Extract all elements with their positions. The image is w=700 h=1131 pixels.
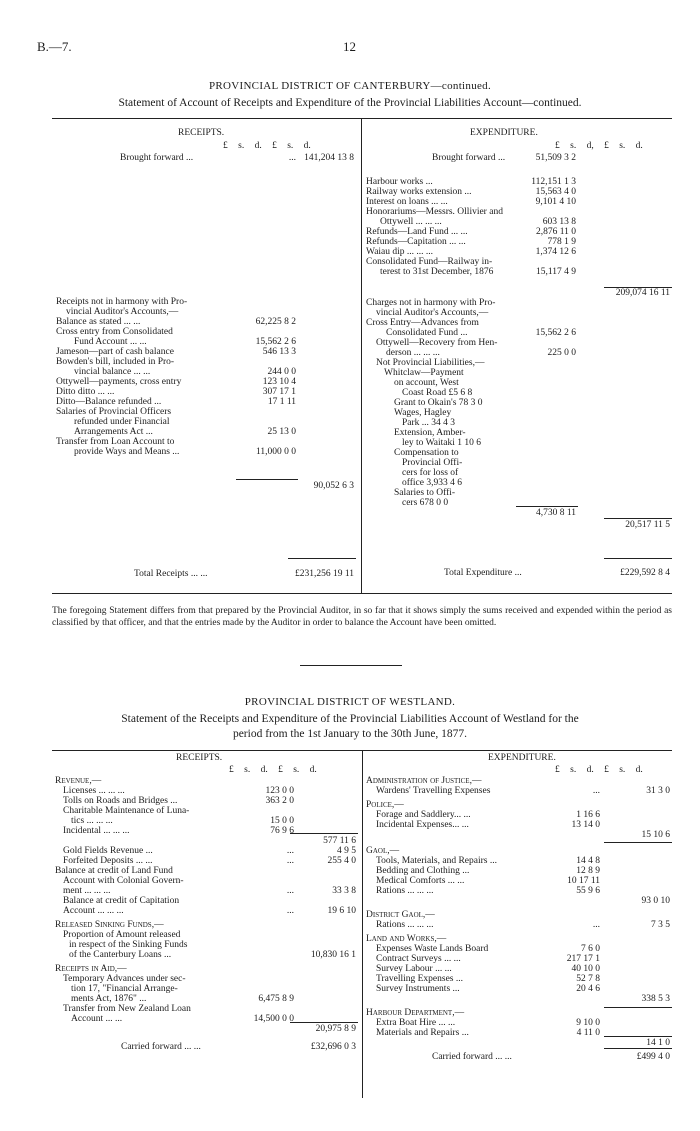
row-label: Grant to Okain's 78 3 0: [394, 398, 483, 408]
row-total-amount: 141,204 13 8: [304, 153, 354, 163]
row-label: Balance at credit of Capitation: [63, 896, 180, 906]
row-label: Coast Road £5 6 8: [402, 388, 473, 398]
row-label: Consolidated Fund ...: [386, 328, 468, 338]
row-inner-amount: 15,562 2 6: [535, 328, 576, 338]
row-total-amount: 93 0 10: [641, 896, 670, 906]
row-inner-amount: 15,563 4 0: [535, 187, 576, 197]
row-label: Transfer from Loan Account to: [56, 437, 175, 447]
row-label: Ditto ditto ... ...: [56, 387, 115, 397]
total-rule: [604, 287, 672, 288]
row-inner-amount: 14 4 8: [576, 856, 600, 866]
row-label: Survey Instruments ...: [376, 984, 460, 994]
ledger-row: [56, 481, 356, 492]
row-label: derson ... ... ...: [386, 348, 440, 358]
total-rule: [604, 1007, 672, 1008]
center-divider: [361, 118, 362, 593]
ledger-row: [366, 896, 672, 907]
westland-statement-title-2: period from the 1st January to the 30th June, 1877.: [232, 728, 468, 740]
row-label: ley to Waitaki 1 10 6: [402, 438, 482, 448]
row-total-amount: £32,696 0 3: [310, 1042, 356, 1052]
row-label: ment ... ... ...: [63, 886, 111, 896]
top-border: [52, 118, 672, 119]
row-label: Fund Account ... ...: [74, 337, 147, 347]
row-total-amount: 7 3 5: [651, 920, 670, 930]
westland-expenditure-cols: £ s. d. £ s. d.: [555, 765, 643, 775]
ledger-row: [56, 447, 356, 458]
total-rule: [604, 518, 672, 519]
row-inner-amount: 112,151 1 3: [531, 177, 576, 187]
row-label: Tolls on Roads and Bridges ...: [63, 796, 178, 806]
row-label: Refunds—Land Fund ... ...: [366, 227, 468, 237]
row-label: Gold Fields Revenue ...: [63, 846, 153, 856]
row-inner-amount: 1,374 12 6: [535, 247, 576, 257]
row-label: Released Sinking Funds,—: [55, 920, 164, 930]
row-label: Rations ... ... ...: [376, 920, 434, 930]
row-label: Consolidated Fund—Railway in-: [366, 257, 493, 267]
row-label: Balance as stated ... ...: [56, 317, 141, 327]
row-inner-amount: 9 10 0: [576, 1018, 600, 1028]
row-inner-amount: 15 0 0: [270, 816, 294, 826]
row-label: Honorariums—Messrs. Ollivier and: [366, 207, 503, 217]
row-total-amount: 14 1 0: [646, 1038, 670, 1048]
row-inner-amount: 55 9 6: [576, 886, 600, 896]
row-label: in respect of the Sinking Funds: [69, 940, 188, 950]
row-label: Account ... ...: [71, 1014, 123, 1024]
row-label: Cross entry from Consolidated: [56, 327, 173, 337]
canterbury-district-title: PROVINCIAL DISTRICT OF CANTERBURY—continued.: [208, 80, 492, 92]
row-inner-amount: 76 9 6: [270, 826, 294, 836]
ledger-row: [366, 520, 672, 531]
row-total-amount: 10,830 16 1: [310, 950, 356, 960]
row-inner-amount: 20 4 6: [576, 984, 600, 994]
row-label: Rations ... ... ...: [376, 886, 434, 896]
ledger-row: [366, 153, 672, 164]
row-label: Balance at credit of Land Fund: [55, 866, 173, 876]
row-inner-amount: ...: [286, 846, 294, 856]
row-label: Cross Entry—Advances from: [366, 318, 479, 328]
row-label: Whitclaw—Payment: [384, 368, 464, 378]
ledger-row: [366, 830, 672, 841]
ledger-row: [366, 920, 672, 931]
row-inner-amount: 9,101 4 10: [535, 197, 576, 207]
row-inner-amount: 603 13 8: [542, 217, 576, 227]
row-label: Ottywell ... ... ...: [380, 217, 442, 227]
row-inner-amount: 307 17 1: [262, 387, 296, 397]
total-rule: [290, 1022, 358, 1023]
row-inner-amount: 4 11 0: [576, 1028, 600, 1038]
row-label: Refunds—Capitation ... ...: [366, 237, 466, 247]
row-label: Harbour works ...: [366, 177, 433, 187]
total-rule: [288, 558, 356, 559]
row-label: cers 678 0 0: [402, 498, 449, 508]
row-label: provide Ways and Means ...: [74, 447, 180, 457]
row-total-amount: 255 4 0: [327, 856, 356, 866]
row-inner-amount: 123 10 4: [262, 377, 296, 387]
row-total-amount: 20,517 11 5: [625, 520, 670, 530]
row-label: Carried forward ... ...: [121, 1042, 201, 1052]
total-rule: [604, 842, 672, 843]
ledger-row: [366, 994, 672, 1005]
row-label: Charitable Maintenance of Luna-: [63, 806, 190, 816]
row-label: on account, West: [394, 378, 459, 388]
total-rule: [290, 833, 358, 834]
ledger-row: [366, 1052, 672, 1063]
row-inner-amount: 25 13 0: [267, 427, 296, 437]
row-label: Ottywell—Recovery from Hen-: [376, 338, 498, 348]
row-inner-amount: 217 17 1: [566, 954, 600, 964]
row-label: Wages, Hagley: [394, 408, 452, 418]
row-label: cers for loss of: [402, 468, 459, 478]
ledger-row: [55, 1042, 360, 1053]
canterbury-expenditure-heading: EXPENDITURE.: [470, 128, 538, 138]
row-label: Not Provincial Liabilities,—: [376, 358, 485, 368]
row-inner-amount: 778 1 9: [547, 237, 576, 247]
row-label: refunded under Financial: [74, 417, 170, 427]
row-inner-amount: 51,509 3 2: [535, 153, 576, 163]
row-label: Forage and Saddlery... ...: [376, 810, 471, 820]
row-total-amount: £231,256 19 11: [294, 569, 354, 579]
row-label: Tools, Materials, and Repairs ...: [376, 856, 497, 866]
row-label: Receipts in Aid,—: [55, 964, 127, 974]
bottom-border: [52, 593, 672, 594]
row-label: Charges not in harmony with Pro-: [366, 298, 496, 308]
row-label: Wardens' Travelling Expenses: [376, 786, 491, 796]
row-inner-amount: 363 2 0: [265, 796, 294, 806]
canterbury-expenditure-cols: £ s. d, £ s. d.: [555, 141, 643, 151]
total-rule: [604, 1048, 672, 1049]
row-label: Park ... 34 4 3: [402, 418, 456, 428]
westland-statement-title-1: Statement of the Receipts and Expenditure of the Provincial Liabilities Account of Westland for the: [121, 713, 579, 725]
row-label: Land and Works,—: [366, 934, 447, 944]
row-total-amount: 4 9 5: [337, 846, 356, 856]
row-label: Total Expenditure ...: [444, 568, 522, 578]
westland-receipts-heading: RECEIPTS.: [176, 753, 223, 763]
westland-receipts-cols: £ s. d. £ s. d.: [229, 765, 317, 775]
canterbury-receipts-cols: £ s. d. £ s. d.: [223, 141, 311, 151]
row-total-amount: 20,975 8 9: [315, 1024, 356, 1034]
row-inner-amount: 62,225 8 2: [255, 317, 296, 327]
row-inner-amount: 1 16 6: [576, 810, 600, 820]
row-label: Carried forward ... ...: [432, 1052, 512, 1062]
row-label: Licenses ... ... ...: [63, 786, 125, 796]
row-label: Salaries of Provincial Officers: [56, 407, 172, 417]
row-total-amount: 338 5 3: [641, 994, 670, 1004]
row-label: Compensation to: [394, 448, 459, 458]
westland-district-title: PROVINCIAL DISTRICT OF WESTLAND.: [244, 696, 456, 708]
row-label: Materials and Repairs ...: [376, 1028, 469, 1038]
row-inner-amount: 15,117 4 9: [535, 267, 576, 277]
row-total-amount: 19 6 10: [327, 906, 356, 916]
row-label: Provincial Offi-: [402, 458, 463, 468]
row-label: Harbour Department,—: [366, 1008, 465, 1018]
row-label: Salaries to Offi-: [394, 488, 456, 498]
section-separator: [300, 665, 402, 666]
ledger-row: [55, 906, 360, 917]
row-label: Transfer from New Zealand Loan: [63, 1004, 191, 1014]
row-label: Survey Labour ... ...: [376, 964, 452, 974]
row-inner-amount: 546 13 3: [262, 347, 296, 357]
ledger-row: [56, 153, 356, 164]
row-inner-amount: 52 7 8: [576, 974, 600, 984]
page-ref: B.—7.: [37, 39, 72, 54]
row-label: Brought forward ...: [432, 153, 506, 163]
canterbury-note: The foregoing Statement differs from that prepared by the Provincial Auditor, in so far that it shows simply the sums received and expended within the period as classified by that officer, and that the entries made by the Auditor in order to balance the Account have been omitted.: [52, 606, 672, 629]
row-label: Revenue,—: [55, 776, 102, 786]
row-label: Waiau dip ... ... ...: [366, 247, 434, 257]
row-inner-amount: ...: [288, 153, 296, 163]
row-label: District Gaol,—: [366, 910, 435, 920]
canterbury-receipts-table: [56, 153, 356, 593]
row-label: Bedding and Clothing ...: [376, 866, 470, 876]
row-total-amount: 209,074 16 11: [615, 288, 670, 298]
canterbury-expenditure-table: [366, 153, 672, 593]
westland-center-divider: [362, 750, 363, 1098]
westland-expenditure-table: [366, 776, 672, 1106]
subtotal-rule: [236, 479, 298, 480]
page-number: 12: [343, 39, 356, 54]
row-inner-amount: ...: [592, 786, 600, 796]
row-total-amount: 15 10 6: [641, 830, 670, 840]
row-label: Extra Boat Hire ... ...: [376, 1018, 456, 1028]
westland-receipts-table: [55, 776, 360, 1106]
row-inner-amount: ...: [592, 920, 600, 930]
row-label: Ditto—Balance refunded ...: [56, 397, 162, 407]
row-label: tion 17, "Financial Arrange-: [71, 984, 178, 994]
row-inner-amount: 7 6 0: [581, 944, 600, 954]
ledger-row: [366, 267, 672, 278]
row-inner-amount: 40 10 0: [571, 964, 600, 974]
row-label: Arrangements Act ...: [74, 427, 153, 437]
row-inner-amount: 13 14 0: [571, 820, 600, 830]
row-label: office 3,933 4 6: [402, 478, 462, 488]
row-label: Proportion of Amount released: [63, 930, 181, 940]
total-rule: [604, 1036, 672, 1037]
row-label: Bowden's bill, included in Pro-: [56, 357, 175, 367]
row-inner-amount: 12 8 9: [576, 866, 600, 876]
row-label: Police,—: [366, 800, 404, 810]
total-rule: [604, 558, 672, 559]
row-label: vincial balance ... ...: [74, 367, 151, 377]
row-label: Account ... ... ...: [63, 906, 124, 916]
row-label: Receipts not in harmony with Pro-: [56, 297, 188, 307]
row-label: ments Act, 1876" ...: [71, 994, 147, 1004]
row-inner-amount: 4,730 8 11: [535, 508, 576, 518]
row-label: vincial Auditor's Accounts,—: [376, 308, 489, 318]
row-label: Travelling Expenses ...: [376, 974, 463, 984]
row-inner-amount: 10 17 11: [567, 876, 600, 886]
row-label: Ottywell—payments, cross entry: [56, 377, 182, 387]
row-inner-amount: 6,475 8 9: [258, 994, 294, 1004]
row-label: Incidental Expenses... ...: [376, 820, 469, 830]
row-label: Account with Colonial Govern-: [63, 876, 184, 886]
row-inner-amount: ...: [286, 886, 294, 896]
row-inner-amount: ...: [286, 906, 294, 916]
row-total-amount: £229,592 8 4: [620, 568, 670, 578]
row-label: tics ... ... ...: [71, 816, 113, 826]
subtotal-rule: [516, 506, 578, 507]
row-label: Incidental ... ... ...: [63, 826, 130, 836]
row-total-amount: 90,052 6 3: [313, 481, 354, 491]
row-label: Railway works extension ...: [366, 187, 472, 197]
row-label: Interest on loans ... ...: [366, 197, 448, 207]
row-inner-amount: 123 0 0: [265, 786, 294, 796]
row-inner-amount: 17 1 11: [267, 397, 296, 407]
row-label: Temporary Advances under sec-: [63, 974, 186, 984]
canterbury-receipts-heading: RECEIPTS.: [178, 128, 225, 138]
row-inner-amount: ...: [286, 856, 294, 866]
row-inner-amount: 14,500 0 0: [253, 1014, 294, 1024]
row-label: Total Receipts ... ...: [134, 569, 208, 579]
row-label: Expenses Waste Lands Board: [376, 944, 489, 954]
row-label: Medical Comforts ... ...: [376, 876, 465, 886]
row-label: Brought forward ...: [120, 153, 194, 163]
row-total-amount: 33 3 8: [332, 886, 356, 896]
ledger-row: [56, 569, 356, 580]
row-label: Contract Surveys ... ...: [376, 954, 461, 964]
ledger-row: [55, 1024, 360, 1035]
row-label: terest to 31st December, 1876: [380, 267, 494, 277]
westland-expenditure-heading: EXPENDITURE.: [488, 753, 556, 763]
canterbury-statement-title: Statement of Account of Receipts and Expenditure of the Provincial Liabilities Account—continued.: [118, 97, 582, 109]
row-label: Extension, Amber-: [394, 428, 466, 438]
ledger-row: [366, 568, 672, 579]
row-label: Forfeited Deposits ... ...: [63, 856, 153, 866]
row-inner-amount: 244 0 0: [267, 367, 296, 377]
row-label: of the Canterbury Loans ...: [69, 950, 172, 960]
row-label: Administration of Justice,—: [366, 776, 482, 786]
row-inner-amount: 225 0 0: [547, 348, 576, 358]
row-label: Jameson—part of cash balance: [56, 347, 174, 357]
row-total-amount: £499 4 0: [636, 1052, 670, 1062]
row-label: vincial Auditor's Accounts,—: [66, 307, 179, 317]
row-inner-amount: 15,562 2 6: [255, 337, 296, 347]
row-inner-amount: 2,876 11 0: [535, 227, 576, 237]
ledger-row: [366, 786, 672, 797]
ledger-row: [55, 950, 360, 961]
row-total-amount: 31 3 0: [646, 786, 670, 796]
row-label: Gaol,—: [366, 846, 400, 856]
row-total-amount: 577 11 6: [323, 836, 356, 846]
row-inner-amount: 11,000 0 0: [255, 447, 296, 457]
